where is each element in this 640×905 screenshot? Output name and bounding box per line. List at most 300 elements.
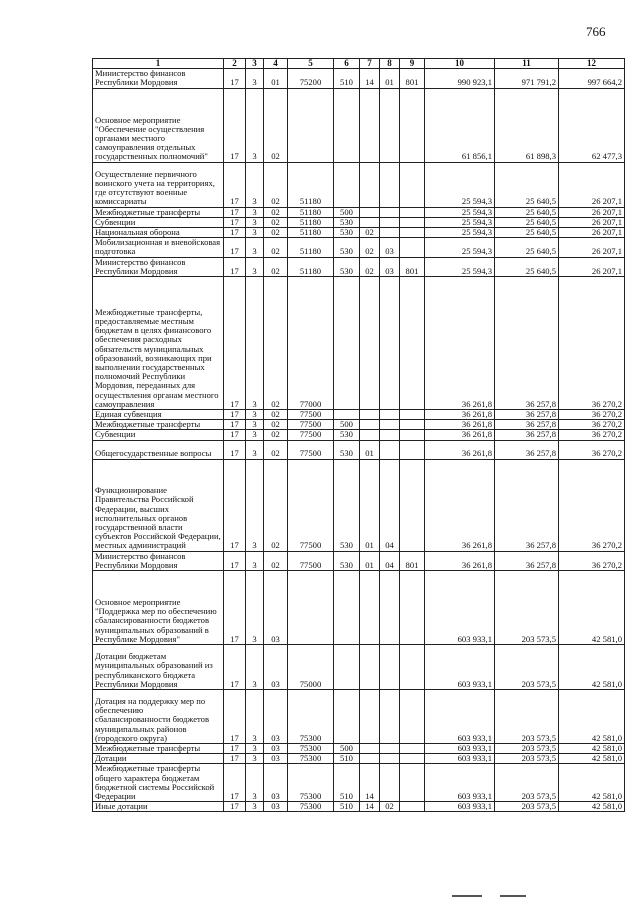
row-name-cell: Министерство финансов Республики Мордовия bbox=[93, 257, 224, 276]
table-cell: 603 933,1 bbox=[425, 754, 495, 764]
table-cell: 3 bbox=[246, 257, 264, 276]
table-cell: 14 bbox=[360, 69, 380, 88]
table-cell: 14 bbox=[360, 764, 380, 802]
table-cell bbox=[380, 430, 400, 440]
table-cell bbox=[334, 277, 360, 410]
column-header: 5 bbox=[288, 59, 334, 69]
table-cell: 75000 bbox=[288, 645, 334, 690]
table-cell: 3 bbox=[246, 645, 264, 690]
table-cell: 3 bbox=[246, 754, 264, 764]
table-cell: 36 270,2 bbox=[559, 430, 625, 440]
table-cell: 36 261,8 bbox=[425, 459, 495, 551]
table-cell bbox=[400, 571, 425, 645]
row-name-cell: Основное мероприятие "Поддержка мер по обеспечению сбалансированности бюджетов муниципальных образований в Республике Мордовия" bbox=[93, 571, 224, 645]
table-cell bbox=[360, 217, 380, 227]
table-cell bbox=[380, 420, 400, 430]
table-cell: 603 933,1 bbox=[425, 764, 495, 802]
row-name-cell: Межбюджетные трансферты bbox=[93, 744, 224, 754]
table-cell bbox=[400, 764, 425, 802]
table-row bbox=[93, 459, 625, 551]
table-cell: 02 bbox=[264, 277, 288, 410]
table-cell: 25 594,3 bbox=[425, 162, 495, 207]
table-row bbox=[93, 88, 625, 162]
table-cell: 26 207,1 bbox=[559, 238, 625, 257]
table-cell bbox=[400, 207, 425, 217]
table-cell: 42 581,0 bbox=[559, 764, 625, 802]
table-cell bbox=[334, 571, 360, 645]
table-cell: 02 bbox=[264, 459, 288, 551]
scan-mark bbox=[500, 895, 526, 897]
table-cell: 02 bbox=[264, 228, 288, 238]
table-cell bbox=[400, 162, 425, 207]
scan-mark bbox=[452, 895, 482, 897]
table-cell: 36 257,8 bbox=[495, 440, 559, 459]
row-name-cell: Субвенции bbox=[93, 430, 224, 440]
table-cell: 77500 bbox=[288, 440, 334, 459]
row-name-cell: Национальная оборона bbox=[93, 228, 224, 238]
table-cell: 02 bbox=[380, 802, 400, 812]
table-cell: 203 573,5 bbox=[495, 571, 559, 645]
table-row bbox=[93, 645, 625, 690]
table-cell: 25 640,5 bbox=[495, 207, 559, 217]
table-body bbox=[93, 69, 625, 812]
table-cell bbox=[360, 207, 380, 217]
table-cell: 17 bbox=[224, 257, 246, 276]
row-name-cell: Субвенции bbox=[93, 217, 224, 227]
column-header: 4 bbox=[264, 59, 288, 69]
table-cell: 25 594,3 bbox=[425, 217, 495, 227]
table-cell: 530 bbox=[334, 217, 360, 227]
table-cell: 77000 bbox=[288, 277, 334, 410]
table-cell: 25 594,3 bbox=[425, 228, 495, 238]
table-cell: 75300 bbox=[288, 690, 334, 744]
table-cell: 17 bbox=[224, 420, 246, 430]
table-cell: 02 bbox=[360, 228, 380, 238]
table-row bbox=[93, 430, 625, 440]
table-cell bbox=[400, 228, 425, 238]
table-cell: 42 581,0 bbox=[559, 754, 625, 764]
table-cell: 02 bbox=[360, 238, 380, 257]
row-name-cell: Основное мероприятие "Обеспечение осуществления органами местного самоуправления отдельных государственных полномочий" bbox=[93, 88, 224, 162]
table-cell bbox=[334, 645, 360, 690]
table-cell: 77500 bbox=[288, 420, 334, 430]
table-cell: 51180 bbox=[288, 257, 334, 276]
table-row bbox=[93, 440, 625, 459]
table-cell: 203 573,5 bbox=[495, 645, 559, 690]
table-cell bbox=[380, 690, 400, 744]
table-cell: 02 bbox=[264, 162, 288, 207]
row-name-cell: Межбюджетные трансферты bbox=[93, 207, 224, 217]
table-cell bbox=[380, 754, 400, 764]
table-row bbox=[93, 257, 625, 276]
table-cell: 530 bbox=[334, 430, 360, 440]
table-cell: 990 923,1 bbox=[425, 69, 495, 88]
table-cell bbox=[400, 238, 425, 257]
column-header: 1 bbox=[93, 59, 224, 69]
table-cell: 17 bbox=[224, 551, 246, 570]
table-cell bbox=[400, 410, 425, 420]
table-cell: 25 594,3 bbox=[425, 207, 495, 217]
column-header: 10 bbox=[425, 59, 495, 69]
table-cell: 75300 bbox=[288, 744, 334, 754]
table-cell: 17 bbox=[224, 430, 246, 440]
table-cell: 3 bbox=[246, 440, 264, 459]
table-cell: 75300 bbox=[288, 802, 334, 812]
table-cell: 04 bbox=[380, 459, 400, 551]
table-cell: 75300 bbox=[288, 764, 334, 802]
table-cell: 51180 bbox=[288, 217, 334, 227]
table-cell bbox=[360, 162, 380, 207]
table-cell bbox=[400, 802, 425, 812]
table-cell: 3 bbox=[246, 764, 264, 802]
table-cell bbox=[360, 430, 380, 440]
table-cell bbox=[380, 88, 400, 162]
table-cell: 36 270,2 bbox=[559, 440, 625, 459]
table-cell: 530 bbox=[334, 551, 360, 570]
table-cell: 801 bbox=[400, 69, 425, 88]
table-row bbox=[93, 207, 625, 217]
table-cell: 36 270,2 bbox=[559, 459, 625, 551]
table-cell: 01 bbox=[360, 459, 380, 551]
table-cell: 61 856,1 bbox=[425, 88, 495, 162]
table-cell: 42 581,0 bbox=[559, 690, 625, 744]
row-name-cell: Единая субвенция bbox=[93, 410, 224, 420]
table-cell: 17 bbox=[224, 162, 246, 207]
row-name-cell: Межбюджетные трансферты, предоставляемые местным бюджетам в целях финансового обеспечения расходных обязательств муниципальных образований, возникающих при выполнении государственных полномочий Республики Мордовия, переданных для осуществления органам местного самоуправления bbox=[93, 277, 224, 410]
table-cell: 530 bbox=[334, 459, 360, 551]
table-cell: 77500 bbox=[288, 410, 334, 420]
table-cell: 04 bbox=[380, 551, 400, 570]
table-row bbox=[93, 162, 625, 207]
table-cell: 02 bbox=[264, 207, 288, 217]
table-cell: 500 bbox=[334, 207, 360, 217]
table-cell bbox=[360, 754, 380, 764]
table-cell: 36 261,8 bbox=[425, 430, 495, 440]
table-cell: 26 207,1 bbox=[559, 207, 625, 217]
table-cell: 17 bbox=[224, 207, 246, 217]
row-name-cell: Осуществление первичного воинского учета на территориях, где отсутствуют военные комиссариаты bbox=[93, 162, 224, 207]
table-cell bbox=[288, 88, 334, 162]
table-cell: 36 261,8 bbox=[425, 440, 495, 459]
column-header: 7 bbox=[360, 59, 380, 69]
row-name-cell: Министерство финансов Республики Мордовия bbox=[93, 551, 224, 570]
table-cell: 36 270,2 bbox=[559, 420, 625, 430]
table-row bbox=[93, 420, 625, 430]
table-cell: 42 581,0 bbox=[559, 571, 625, 645]
table-cell: 25 594,3 bbox=[425, 238, 495, 257]
row-name-cell: Дотации bbox=[93, 754, 224, 764]
table-cell: 51180 bbox=[288, 228, 334, 238]
table-cell: 77500 bbox=[288, 551, 334, 570]
table-cell bbox=[380, 764, 400, 802]
table-cell: 3 bbox=[246, 69, 264, 88]
table-cell: 36 261,8 bbox=[425, 410, 495, 420]
table-cell: 530 bbox=[334, 440, 360, 459]
column-header: 11 bbox=[495, 59, 559, 69]
table-cell: 3 bbox=[246, 690, 264, 744]
table-cell: 17 bbox=[224, 744, 246, 754]
table-cell: 3 bbox=[246, 228, 264, 238]
table-cell: 61 898,3 bbox=[495, 88, 559, 162]
table-cell: 3 bbox=[246, 277, 264, 410]
table-cell bbox=[334, 88, 360, 162]
table-row bbox=[93, 551, 625, 570]
table-cell: 02 bbox=[264, 88, 288, 162]
table-row bbox=[93, 754, 625, 764]
table-cell: 02 bbox=[264, 430, 288, 440]
table-cell: 26 207,1 bbox=[559, 257, 625, 276]
table-cell: 510 bbox=[334, 69, 360, 88]
table-cell: 02 bbox=[264, 217, 288, 227]
table-cell: 17 bbox=[224, 459, 246, 551]
table-cell: 36 257,8 bbox=[495, 459, 559, 551]
table-cell: 3 bbox=[246, 459, 264, 551]
table-cell: 01 bbox=[360, 440, 380, 459]
row-name-cell: Мобилизационная и вневойсковая подготовка bbox=[93, 238, 224, 257]
table-cell: 03 bbox=[264, 690, 288, 744]
table-cell: 02 bbox=[264, 440, 288, 459]
table-cell: 603 933,1 bbox=[425, 690, 495, 744]
table-cell: 17 bbox=[224, 277, 246, 410]
table-cell: 03 bbox=[380, 257, 400, 276]
table-cell: 971 791,2 bbox=[495, 69, 559, 88]
table-cell: 500 bbox=[334, 420, 360, 430]
table-cell: 510 bbox=[334, 754, 360, 764]
column-header: 2 bbox=[224, 59, 246, 69]
table-cell bbox=[360, 690, 380, 744]
table-cell: 02 bbox=[264, 410, 288, 420]
table-cell: 25 594,3 bbox=[425, 257, 495, 276]
table-cell bbox=[380, 410, 400, 420]
table-cell bbox=[400, 754, 425, 764]
row-name-cell: Общегосударственные вопросы bbox=[93, 440, 224, 459]
column-header: 12 bbox=[559, 59, 625, 69]
table-row bbox=[93, 217, 625, 227]
table-cell bbox=[360, 645, 380, 690]
table-cell bbox=[400, 690, 425, 744]
table-cell bbox=[380, 228, 400, 238]
row-name-cell: Межбюджетные трансферты общего характера бюджетам бюджетной системы Российской Федерации bbox=[93, 764, 224, 802]
row-name-cell: Межбюджетные трансферты bbox=[93, 420, 224, 430]
table-cell bbox=[400, 744, 425, 754]
table-cell: 03 bbox=[264, 571, 288, 645]
table-cell bbox=[380, 162, 400, 207]
header-row bbox=[93, 59, 625, 69]
table-cell: 17 bbox=[224, 69, 246, 88]
table-cell: 510 bbox=[334, 802, 360, 812]
table-cell: 36 257,8 bbox=[495, 551, 559, 570]
table-cell: 3 bbox=[246, 430, 264, 440]
column-header: 9 bbox=[400, 59, 425, 69]
table-cell: 26 207,1 bbox=[559, 217, 625, 227]
table-cell: 36 257,8 bbox=[495, 410, 559, 420]
table-cell: 42 581,0 bbox=[559, 744, 625, 754]
table-cell: 36 257,8 bbox=[495, 277, 559, 410]
table-row bbox=[93, 238, 625, 257]
table-cell bbox=[380, 217, 400, 227]
table-cell: 603 933,1 bbox=[425, 571, 495, 645]
table-cell: 17 bbox=[224, 802, 246, 812]
table-cell: 51180 bbox=[288, 207, 334, 217]
table-cell: 17 bbox=[224, 645, 246, 690]
table-cell: 17 bbox=[224, 690, 246, 744]
table-row bbox=[93, 744, 625, 754]
table-cell: 17 bbox=[224, 571, 246, 645]
table-cell: 25 640,5 bbox=[495, 162, 559, 207]
table-cell: 26 207,1 bbox=[559, 162, 625, 207]
table-cell bbox=[400, 645, 425, 690]
table-cell: 42 581,0 bbox=[559, 802, 625, 812]
table-cell bbox=[380, 571, 400, 645]
table-cell: 03 bbox=[264, 802, 288, 812]
table-cell: 36 257,8 bbox=[495, 420, 559, 430]
table-cell: 3 bbox=[246, 217, 264, 227]
row-name-cell: Функционирование Правительства Российской Федерации, высших исполнительных органов государственной власти субъектов Российской Федерации, местных администраций bbox=[93, 459, 224, 551]
table-cell: 203 573,5 bbox=[495, 744, 559, 754]
table-cell bbox=[380, 207, 400, 217]
table-cell: 03 bbox=[380, 238, 400, 257]
table-cell bbox=[360, 88, 380, 162]
table-cell bbox=[400, 88, 425, 162]
table-cell: 530 bbox=[334, 257, 360, 276]
table-cell: 25 640,5 bbox=[495, 257, 559, 276]
table-cell: 17 bbox=[224, 440, 246, 459]
table-cell: 603 933,1 bbox=[425, 802, 495, 812]
table-cell bbox=[360, 744, 380, 754]
table-cell: 3 bbox=[246, 551, 264, 570]
table-cell bbox=[400, 459, 425, 551]
table-row bbox=[93, 571, 625, 645]
table-row bbox=[93, 690, 625, 744]
table-cell bbox=[334, 162, 360, 207]
table-cell bbox=[380, 440, 400, 459]
table-cell: 02 bbox=[264, 420, 288, 430]
table-cell: 36 261,8 bbox=[425, 277, 495, 410]
table-cell: 36 270,2 bbox=[559, 551, 625, 570]
table-cell: 17 bbox=[224, 410, 246, 420]
table-cell bbox=[380, 744, 400, 754]
table-cell bbox=[360, 420, 380, 430]
table-cell bbox=[400, 420, 425, 430]
table-cell bbox=[360, 410, 380, 420]
column-header: 8 bbox=[380, 59, 400, 69]
column-header: 3 bbox=[246, 59, 264, 69]
table-row bbox=[93, 277, 625, 410]
table-cell bbox=[288, 571, 334, 645]
row-name-cell: Министерство финансов Республики Мордовия bbox=[93, 69, 224, 88]
table-cell bbox=[334, 690, 360, 744]
table-cell: 17 bbox=[224, 754, 246, 764]
table-cell: 510 bbox=[334, 764, 360, 802]
table-cell bbox=[360, 277, 380, 410]
table-cell: 01 bbox=[360, 551, 380, 570]
table-cell: 997 664,2 bbox=[559, 69, 625, 88]
table-cell bbox=[360, 571, 380, 645]
table-cell: 36 270,2 bbox=[559, 410, 625, 420]
table-cell: 03 bbox=[264, 754, 288, 764]
table-cell: 03 bbox=[264, 744, 288, 754]
row-name-cell: Иные дотации bbox=[93, 802, 224, 812]
page-number: 766 bbox=[586, 24, 606, 39]
table-cell: 17 bbox=[224, 217, 246, 227]
table-cell: 500 bbox=[334, 744, 360, 754]
table-cell: 3 bbox=[246, 571, 264, 645]
table-cell: 801 bbox=[400, 257, 425, 276]
table-cell: 3 bbox=[246, 162, 264, 207]
table-cell bbox=[380, 277, 400, 410]
table-row bbox=[93, 228, 625, 238]
table-cell: 3 bbox=[246, 744, 264, 754]
table-cell: 603 933,1 bbox=[425, 744, 495, 754]
table-cell bbox=[400, 430, 425, 440]
table-cell: 3 bbox=[246, 410, 264, 420]
table-cell: 75300 bbox=[288, 754, 334, 764]
table-cell: 01 bbox=[380, 69, 400, 88]
row-name-cell: Дотации бюджетам муниципальных образований из республиканского бюджета Республики Мордовия bbox=[93, 645, 224, 690]
table-cell: 203 573,5 bbox=[495, 754, 559, 764]
table-cell bbox=[400, 217, 425, 227]
table-cell: 42 581,0 bbox=[559, 645, 625, 690]
table-cell: 02 bbox=[264, 257, 288, 276]
table-row bbox=[93, 802, 625, 812]
table-cell: 02 bbox=[264, 238, 288, 257]
table-cell bbox=[400, 277, 425, 410]
table-cell: 14 bbox=[360, 802, 380, 812]
table-cell: 51180 bbox=[288, 162, 334, 207]
budget-table bbox=[92, 58, 625, 812]
table-cell: 17 bbox=[224, 238, 246, 257]
table-cell: 17 bbox=[224, 764, 246, 802]
table-cell: 25 640,5 bbox=[495, 238, 559, 257]
table-cell: 530 bbox=[334, 238, 360, 257]
table-row bbox=[93, 764, 625, 802]
table-cell: 603 933,1 bbox=[425, 645, 495, 690]
table-cell: 51180 bbox=[288, 238, 334, 257]
table-cell: 02 bbox=[360, 257, 380, 276]
table-cell: 01 bbox=[264, 69, 288, 88]
table-cell: 3 bbox=[246, 420, 264, 430]
table-cell: 17 bbox=[224, 88, 246, 162]
table-cell: 25 640,5 bbox=[495, 228, 559, 238]
table-cell: 77500 bbox=[288, 459, 334, 551]
table-cell: 75200 bbox=[288, 69, 334, 88]
table-cell: 17 bbox=[224, 228, 246, 238]
table-cell: 203 573,5 bbox=[495, 802, 559, 812]
table-cell: 36 257,8 bbox=[495, 430, 559, 440]
table-cell: 203 573,5 bbox=[495, 690, 559, 744]
table-cell: 03 bbox=[264, 764, 288, 802]
table-cell: 03 bbox=[264, 645, 288, 690]
table-row bbox=[93, 410, 625, 420]
table-cell: 530 bbox=[334, 228, 360, 238]
table-cell: 203 573,5 bbox=[495, 764, 559, 802]
table-row bbox=[93, 69, 625, 88]
table-cell: 3 bbox=[246, 802, 264, 812]
row-name-cell: Дотация на поддержку мер по обеспечению сбалансированности бюджетов муниципальных районов (городского округа) bbox=[93, 690, 224, 744]
column-header: 6 bbox=[334, 59, 360, 69]
table-cell: 25 640,5 bbox=[495, 217, 559, 227]
table-cell: 3 bbox=[246, 207, 264, 217]
table-cell: 36 261,8 bbox=[425, 420, 495, 430]
table-cell: 36 270,2 bbox=[559, 277, 625, 410]
table-cell: 36 261,8 bbox=[425, 551, 495, 570]
table-cell: 3 bbox=[246, 88, 264, 162]
table-cell: 3 bbox=[246, 238, 264, 257]
table-cell: 77500 bbox=[288, 430, 334, 440]
table-cell bbox=[334, 410, 360, 420]
table-cell: 801 bbox=[400, 551, 425, 570]
table-cell: 62 477,3 bbox=[559, 88, 625, 162]
